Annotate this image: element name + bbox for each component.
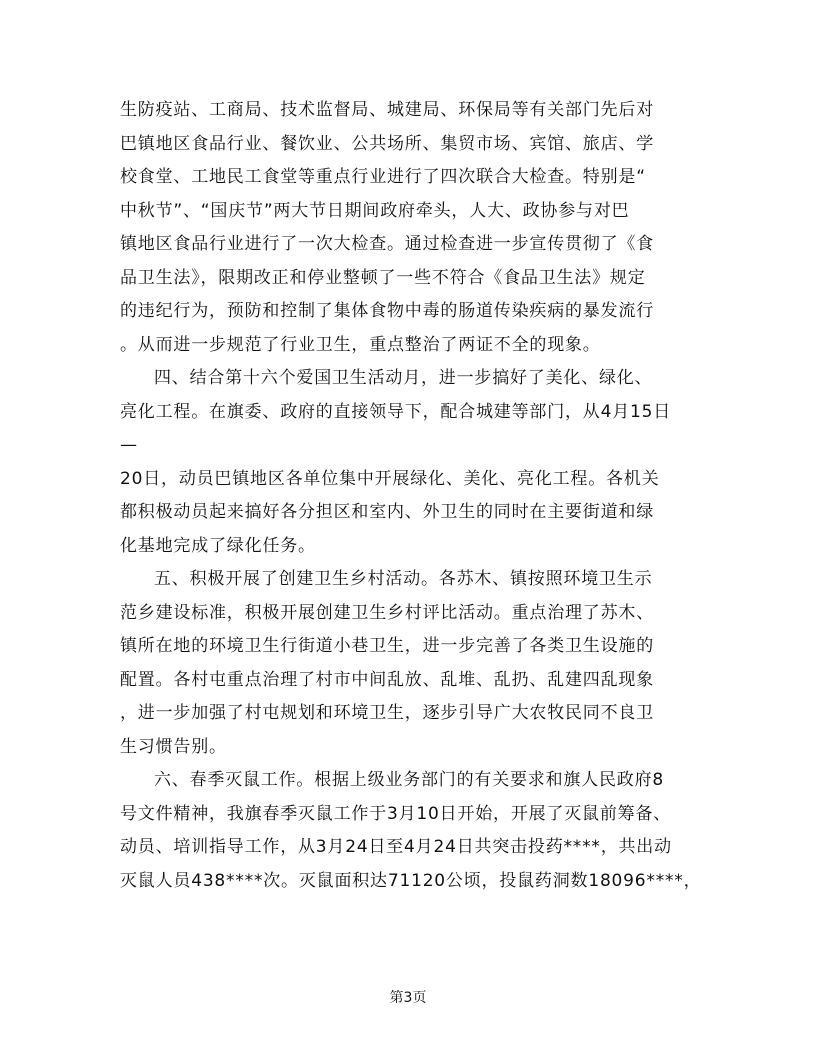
text-line: 镇所在地的环境卫生行街道小巷卫生，进一步完善了各类卫生设施的 xyxy=(120,636,654,656)
text-line: 的违纪行为，预防和控制了集体食物中毒的肠道传染疾病的暴发流行 xyxy=(120,301,654,321)
text-line: 灭鼠人员438****次。灭鼠面积达71120公顷，投鼠药洞数18096****， xyxy=(120,870,702,891)
text-line: 都积极动员起来搞好各分担区和室内、外卫生的同时在主要街道和绿 xyxy=(120,502,654,522)
text-line: 化基地完成了绿化任务。 xyxy=(120,535,316,556)
text-line: 生防疫站、工商局、技术监督局、城建局、环保局等有关部门先后对 xyxy=(120,100,654,120)
text-line: 校食堂、工地民工食堂等重点行业进行了四次联合大检查。特别是“ xyxy=(120,167,646,187)
text-line: 配置。各村屯重点治理了村市中间乱放、乱堆、乱扔、乱建四乱现象 xyxy=(120,669,654,690)
text-line: 号文件精神，我旗春季灭鼠工作于3月10日开始，开展了灭鼠前筹备、 xyxy=(120,803,672,824)
text-line: 巴镇地区食品行业、餐饮业、公共场所、集贸市场、宾馆、旅店、学 xyxy=(120,133,654,154)
text-line: 范乡建设标准，积极开展创建卫生乡村评比活动。重点治理了苏木、 xyxy=(120,602,654,623)
dash-line: — xyxy=(120,435,138,455)
document-body xyxy=(120,94,700,898)
text-line: 。从而进一步规范了行业卫生，重点整治了两证不全的现象。 xyxy=(120,334,601,355)
text-line: 品卫生法》，限期改正和停业整顿了一些不符合《食品卫生法》规定 xyxy=(120,267,646,288)
paragraph-6-start: 六、春季灭鼠工作。根据上级业务部门的有关要求和旗人民政府8 xyxy=(154,770,665,790)
paragraph-4-start: 四、结合第十六个爱国卫生活动月，进一步搞好了美化、绿化、 xyxy=(154,368,653,388)
page-number: 第3页 xyxy=(389,990,427,1006)
paragraph-5-start: 五、积极开展了创建卫生乡村活动。各苏木、镇按照环境卫生示 xyxy=(154,569,653,589)
text-line: 生习惯告别。 xyxy=(120,736,227,757)
text-line: 亮化工程。在旗委、政府的直接领导下，配合城建等部门，从4月15日 xyxy=(120,401,672,422)
text-line: 中秋节”、“国庆节”两大节日期间政府牵头，人大、政协参与对巴 xyxy=(120,200,630,221)
text-line: 20日，动员巴镇地区各单位集中开展绿化、美化、亮化工程。各机关 xyxy=(120,468,660,489)
text-line: 镇地区食品行业进行了一次大检查。通过检查进一步宣传贯彻了《食 xyxy=(120,234,654,254)
text-line: 动员、培训指导工作，从3月24日至4月24日共突击投药****，共出动 xyxy=(120,837,672,857)
text-line: ，进一步加强了村屯规划和环境卫生，逐步引导广大农牧民同不良卫 xyxy=(120,703,654,723)
